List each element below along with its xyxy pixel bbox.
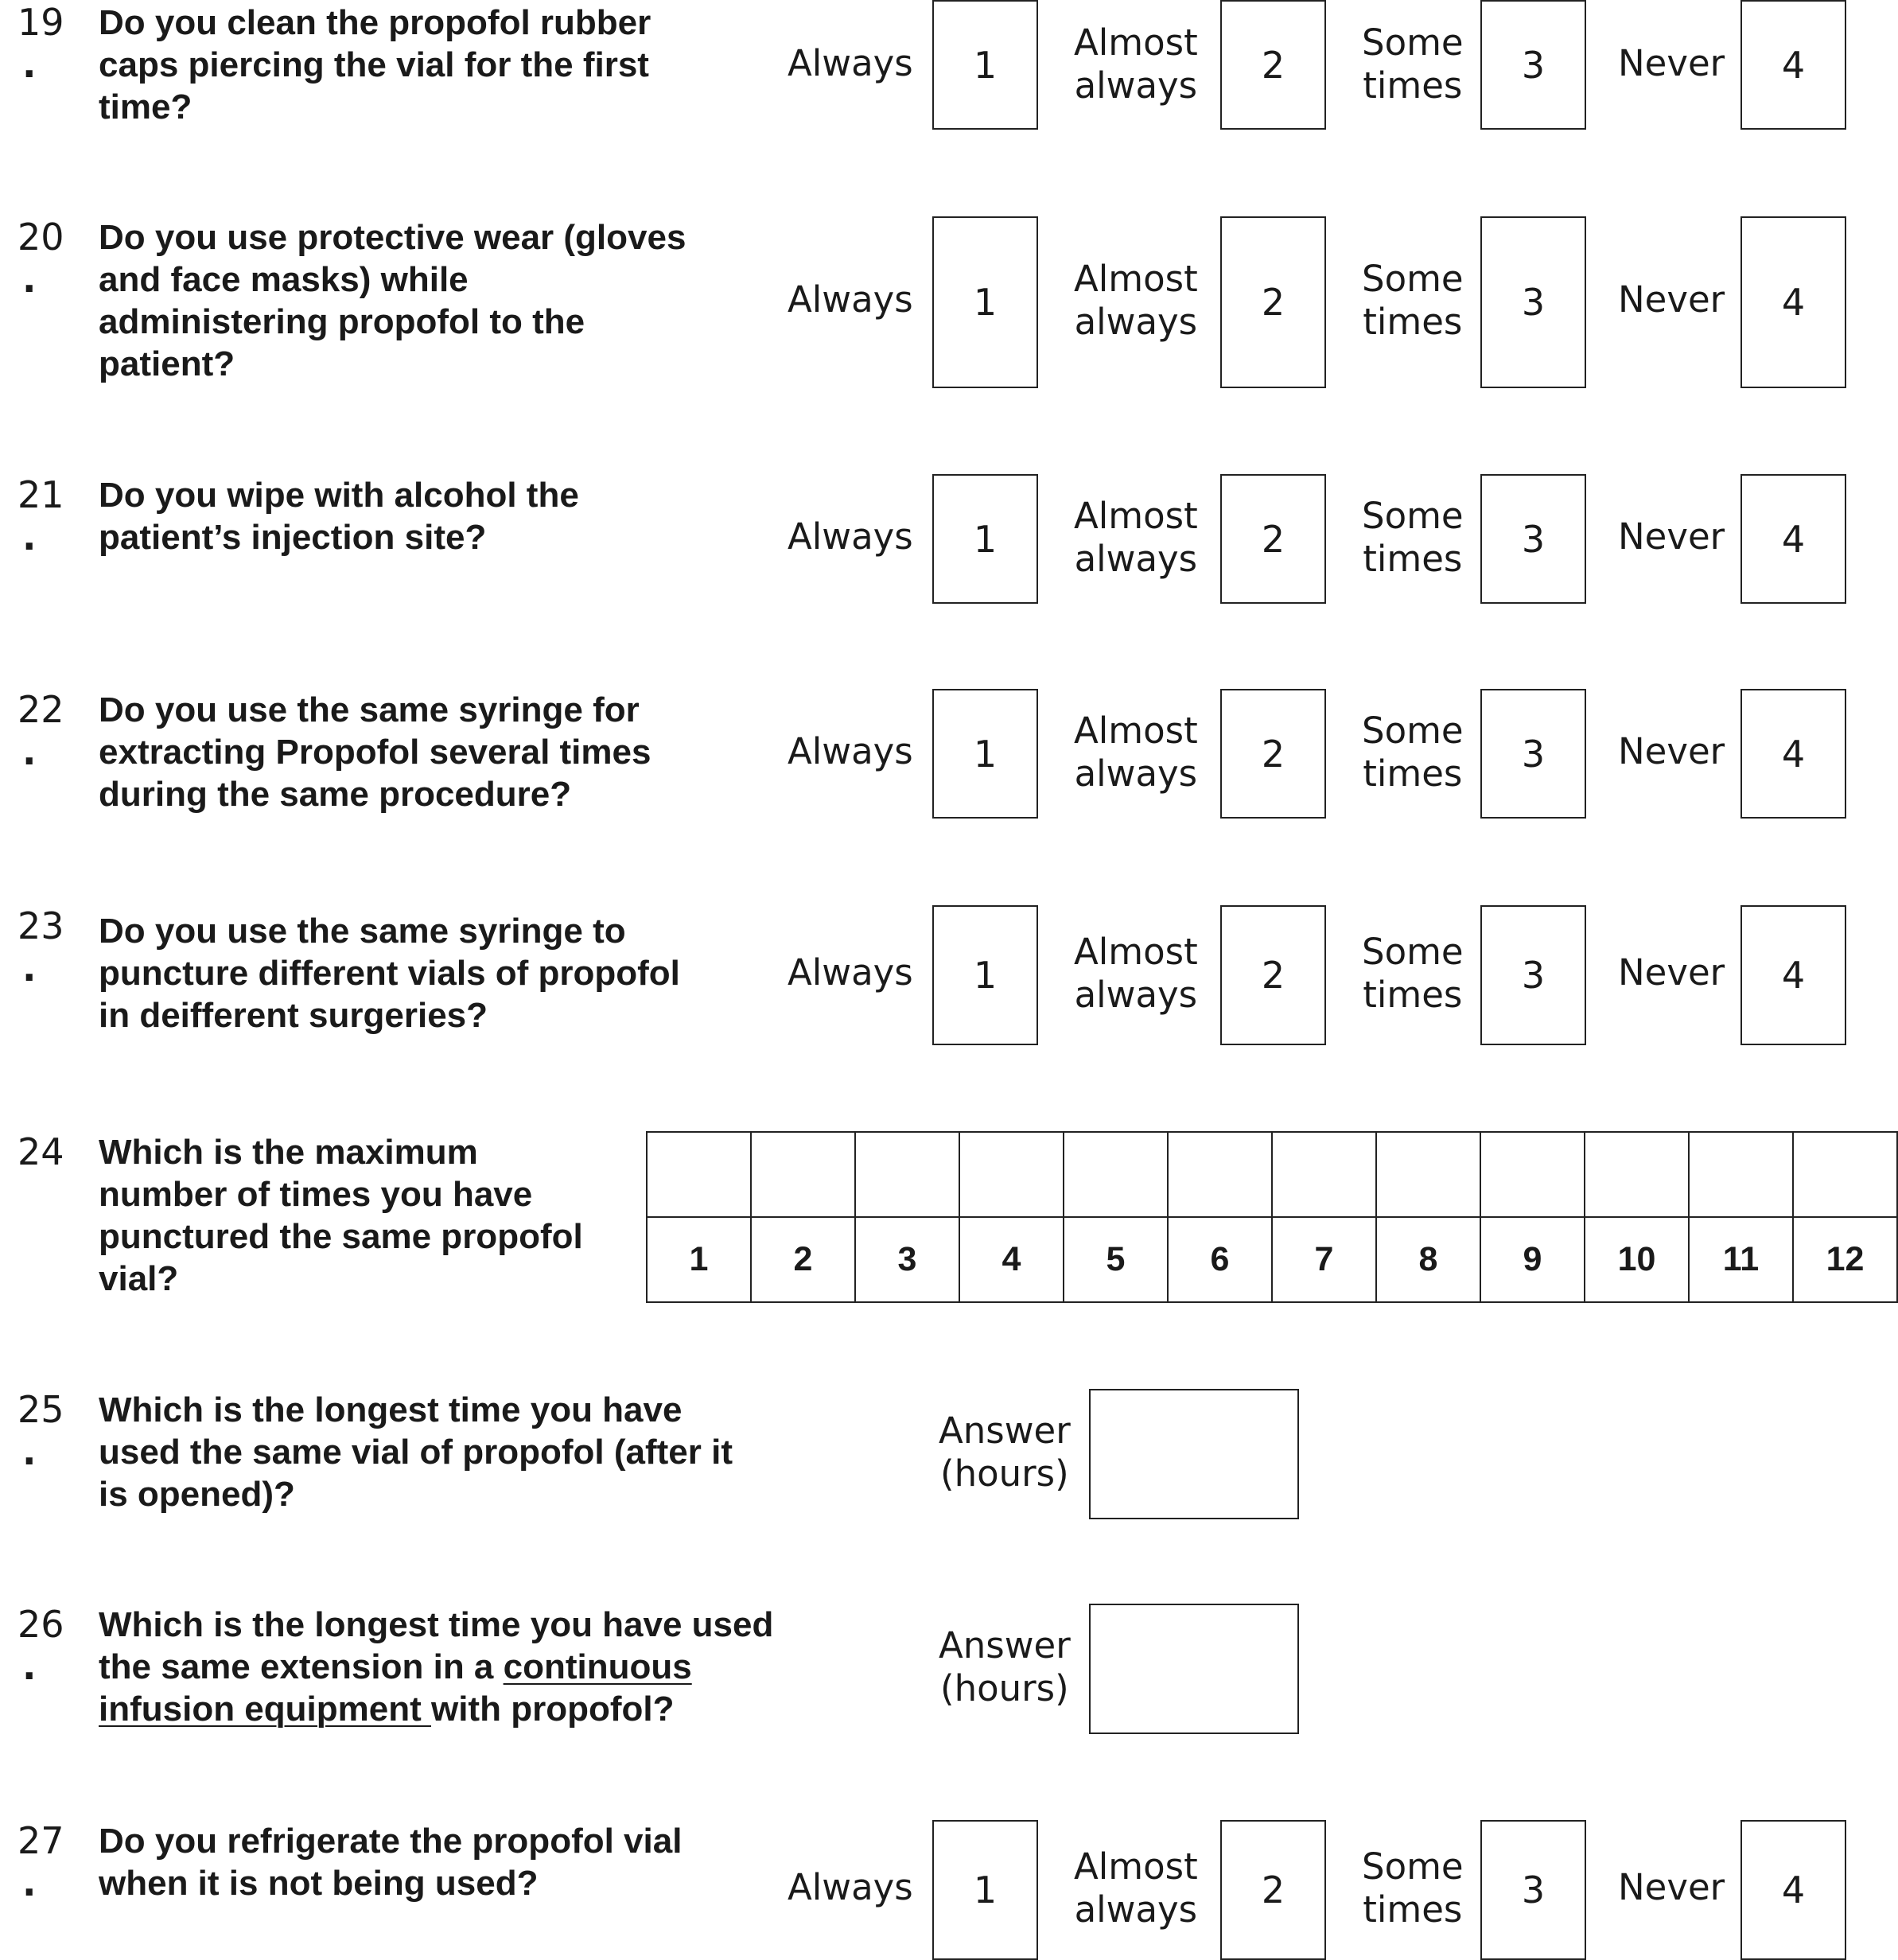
underlined-text: infusion equipment	[99, 1690, 431, 1729]
question-text: Which is the maximum number of times you have punctured the same propofol vial?	[99, 1133, 583, 1298]
question-number: 19 .	[18, 1, 64, 86]
answer-cell[interactable]	[1377, 1133, 1481, 1218]
option-box-3[interactable]: 3	[1480, 216, 1586, 388]
question-number: 21 .	[18, 473, 64, 558]
question-number: 24	[18, 1130, 64, 1173]
question-text: Do you use the same syringe for extracting Propofol several times during the same procedure?	[99, 690, 651, 814]
option-box-4[interactable]: 4	[1740, 1820, 1846, 1960]
question-number: 22 .	[18, 688, 64, 773]
answer-hours-input[interactable]	[1089, 1604, 1299, 1734]
option-label: 8	[1377, 1218, 1481, 1303]
answer-cell[interactable]	[1064, 1133, 1169, 1218]
option-box-2[interactable]: 2	[1220, 216, 1326, 388]
option-box-1[interactable]: 1	[932, 216, 1038, 388]
question-text: Do you wipe with alcohol the patient’s injection site?	[99, 476, 579, 557]
option-box-2[interactable]: 2	[1220, 1820, 1326, 1960]
option-box-3[interactable]: 3	[1480, 905, 1586, 1045]
question-text: Do you refrigerate the propofol vial when it is not being used?	[99, 1822, 683, 1903]
answer-cell[interactable]	[1273, 1133, 1377, 1218]
label-always: Always	[788, 42, 913, 84]
times-grid	[646, 1131, 1898, 1303]
label-never: Never	[1618, 42, 1725, 84]
question-number: 27 .	[18, 1819, 64, 1904]
option-box-3[interactable]: 3	[1480, 0, 1586, 130]
option-box-4[interactable]: 4	[1740, 905, 1846, 1045]
option-box-4[interactable]: 4	[1740, 474, 1846, 604]
option-box-2[interactable]: 2	[1220, 905, 1326, 1045]
option-box-1[interactable]: 1	[932, 0, 1038, 130]
question-text: Do you use protective wear (gloves and face masks) while administering propofol to the patient?	[99, 218, 686, 383]
label-some-times: Some times	[1362, 931, 1464, 1016]
question-text: Which is the longest time you have used the same extension in a continuous infusion equipment with propofol?	[99, 1605, 774, 1729]
label-almost-always: Almost always	[1074, 931, 1198, 1016]
option-box-3[interactable]: 3	[1480, 689, 1586, 819]
answer-cell[interactable]	[648, 1133, 752, 1218]
option-label: 1	[648, 1218, 752, 1303]
option-box-2[interactable]: 2	[1220, 689, 1326, 819]
label-always: Always	[788, 951, 913, 994]
answer-cell[interactable]	[856, 1133, 960, 1218]
option-label: 11	[1690, 1218, 1794, 1303]
underlined-text: continuous	[503, 1647, 692, 1686]
option-box-2[interactable]: 2	[1220, 0, 1326, 130]
question-text: Do you clean the propofol rubber caps piercing the vial for the first time?	[99, 3, 651, 126]
label-always: Always	[788, 730, 913, 772]
label-almost-always: Almost always	[1074, 21, 1198, 107]
label-always: Always	[788, 278, 913, 321]
question-number: 20 .	[18, 216, 64, 301]
label-almost-always: Almost always	[1074, 710, 1198, 795]
label-always: Always	[788, 1866, 913, 1908]
label-some-times: Some times	[1362, 495, 1464, 580]
label-some-times: Some times	[1362, 1845, 1464, 1931]
label-almost-always: Almost always	[1074, 258, 1198, 343]
option-box-1[interactable]: 1	[932, 689, 1038, 819]
option-label: 3	[856, 1218, 960, 1303]
answer-cell[interactable]	[1690, 1133, 1794, 1218]
question-number: 26 .	[18, 1603, 64, 1688]
option-box-4[interactable]: 4	[1740, 689, 1846, 819]
option-box-4[interactable]: 4	[1740, 0, 1846, 130]
option-box-1[interactable]: 1	[932, 474, 1038, 604]
question-text: Which is the longest time you have used the same vial of propofol (after it is opened)?	[99, 1390, 733, 1514]
option-box-1[interactable]: 1	[932, 905, 1038, 1045]
option-box-4[interactable]: 4	[1740, 216, 1846, 388]
option-label: 5	[1064, 1218, 1169, 1303]
label-always: Always	[788, 515, 913, 558]
option-box-1[interactable]: 1	[932, 1820, 1038, 1960]
label-never: Never	[1618, 1866, 1725, 1908]
question-number: 25 .	[18, 1388, 64, 1473]
label-some-times: Some times	[1362, 258, 1464, 343]
option-label: 4	[960, 1218, 1064, 1303]
option-box-2[interactable]: 2	[1220, 474, 1326, 604]
answer-cell[interactable]	[1481, 1133, 1585, 1218]
option-box-3[interactable]: 3	[1480, 474, 1586, 604]
answer-hours-input[interactable]	[1089, 1389, 1299, 1519]
option-label: 2	[752, 1218, 856, 1303]
answer-cell[interactable]	[752, 1133, 856, 1218]
answer-hours-label: Answer (hours)	[939, 1624, 1071, 1709]
option-label: 12	[1794, 1218, 1898, 1303]
label-some-times: Some times	[1362, 21, 1464, 107]
label-some-times: Some times	[1362, 710, 1464, 795]
label-never: Never	[1618, 951, 1725, 994]
option-box-3[interactable]: 3	[1480, 1820, 1586, 1960]
question-text: Do you use the same syringe to puncture different vials of propofol in deifferent surgeries?	[99, 912, 680, 1035]
answer-cell[interactable]	[1585, 1133, 1690, 1218]
option-label: 10	[1585, 1218, 1690, 1303]
option-label: 7	[1273, 1218, 1377, 1303]
question-number: 23 .	[18, 904, 64, 990]
answer-cell[interactable]	[1794, 1133, 1898, 1218]
answer-cell[interactable]	[960, 1133, 1064, 1218]
label-almost-always: Almost always	[1074, 1845, 1198, 1931]
label-never: Never	[1618, 730, 1725, 772]
option-label: 9	[1481, 1218, 1585, 1303]
label-never: Never	[1618, 515, 1725, 558]
answer-hours-label: Answer (hours)	[939, 1410, 1071, 1495]
answer-cell[interactable]	[1169, 1133, 1273, 1218]
label-never: Never	[1618, 278, 1725, 321]
option-label: 6	[1169, 1218, 1273, 1303]
label-almost-always: Almost always	[1074, 495, 1198, 580]
